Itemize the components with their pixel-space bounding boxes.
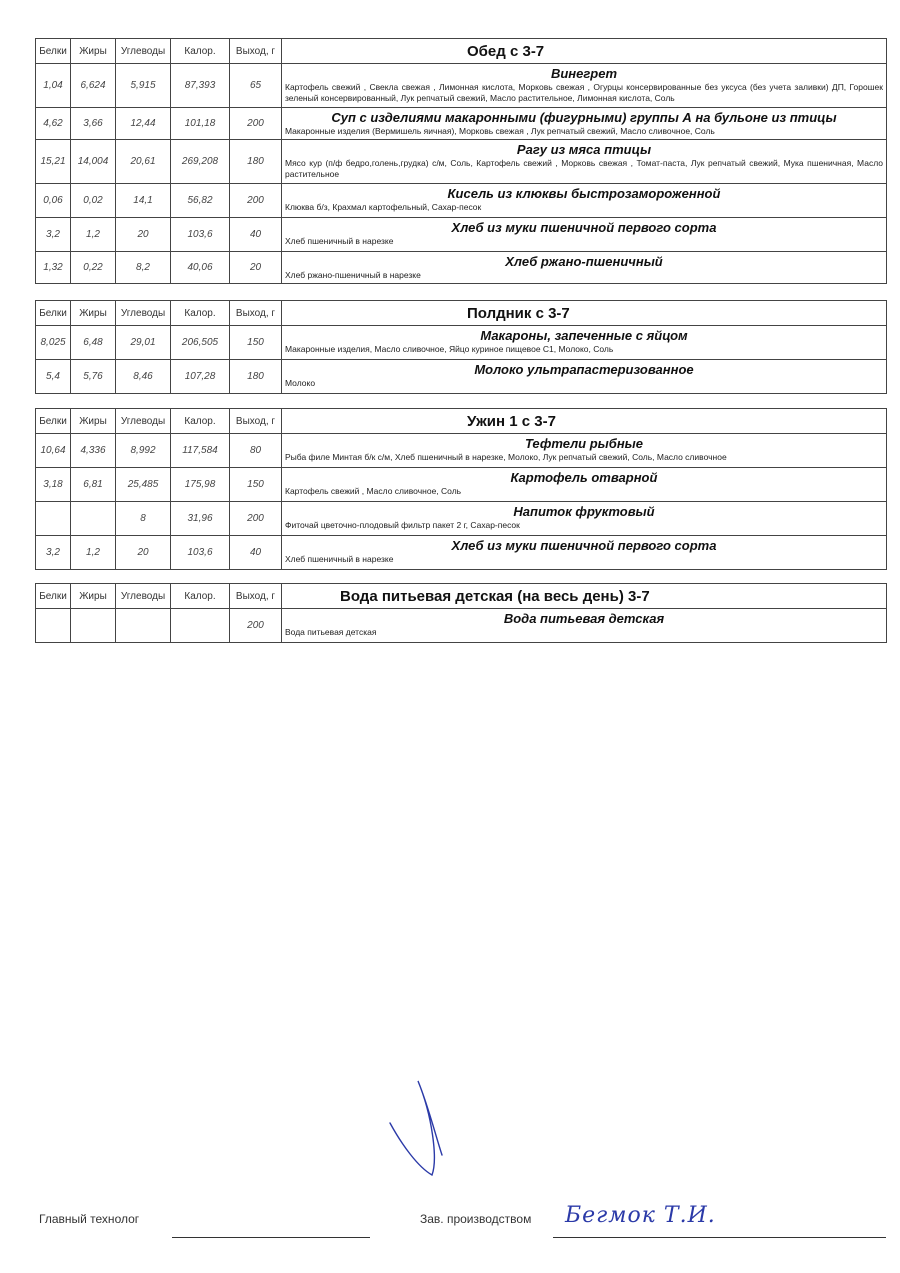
fat-value bbox=[71, 609, 116, 643]
fat-value: 6,624 bbox=[71, 64, 116, 108]
yield-value: 180 bbox=[230, 140, 282, 184]
table-row bbox=[36, 184, 887, 218]
dish-name: Хлеб из муки пшеничной первого сорта bbox=[451, 220, 717, 235]
dish-name: Картофель отварной bbox=[510, 470, 658, 485]
meal-title: Ужин 1 с 3-7 bbox=[282, 409, 887, 434]
calories-value: 40,06 bbox=[171, 252, 230, 284]
yield-value: 200 bbox=[230, 502, 282, 536]
calories-value: 87,393 bbox=[171, 64, 230, 108]
calories-value: 101,18 bbox=[171, 108, 230, 140]
meal-title: Обед с 3-7 bbox=[282, 39, 887, 64]
fat-value: 6,48 bbox=[71, 326, 116, 360]
yield-value: 65 bbox=[230, 64, 282, 108]
col-carbs: Углеводы bbox=[116, 584, 171, 609]
dish-name: Хлеб ржано-пшеничный bbox=[505, 254, 663, 269]
col-carbs: Углеводы bbox=[116, 301, 171, 326]
fat-value: 3,66 bbox=[71, 108, 116, 140]
col-protein: Белки bbox=[36, 409, 71, 434]
protein-value: 4,62 bbox=[36, 108, 71, 140]
carbs-value: 14,1 bbox=[116, 184, 171, 218]
protein-value: 3,2 bbox=[36, 218, 71, 252]
table-row bbox=[36, 360, 887, 394]
col-calories: Калор. bbox=[171, 301, 230, 326]
fat-value: 14,004 bbox=[71, 140, 116, 184]
carbs-value: 8,2 bbox=[116, 252, 171, 284]
table-row bbox=[36, 64, 887, 108]
col-fat: Жиры bbox=[71, 301, 116, 326]
dish-ingredients: Фиточай цветочно-плодовый фильтр пакет 2 г, Сахар-песок bbox=[285, 520, 520, 530]
col-yield: Выход, г bbox=[230, 39, 282, 64]
dish-cell bbox=[282, 108, 887, 140]
yield-value: 200 bbox=[230, 108, 282, 140]
dish-cell bbox=[282, 184, 887, 218]
dish-ingredients: Хлеб пшеничный в нарезке bbox=[285, 554, 394, 564]
col-protein: Белки bbox=[36, 39, 71, 64]
table-header bbox=[36, 409, 887, 434]
calories-value: 269,208 bbox=[171, 140, 230, 184]
fat-value bbox=[71, 502, 116, 536]
yield-value: 80 bbox=[230, 434, 282, 468]
fat-value: 0,02 bbox=[71, 184, 116, 218]
protein-value bbox=[36, 502, 71, 536]
dish-ingredients: Вода питьевая детская bbox=[285, 627, 377, 637]
table-header bbox=[36, 39, 887, 64]
table-row bbox=[36, 536, 887, 570]
table-row bbox=[36, 140, 887, 184]
dish-cell bbox=[282, 326, 887, 360]
dish-name: Вода питьевая детская bbox=[503, 611, 665, 626]
dish-name: Рагу из мяса птицы bbox=[516, 142, 652, 157]
col-calories: Калор. bbox=[171, 409, 230, 434]
table-row bbox=[36, 252, 887, 284]
protein-value: 1,04 bbox=[36, 64, 71, 108]
dish-ingredients: Молоко bbox=[285, 378, 316, 388]
dish-ingredients: Картофель свежий , Масло сливочное, Соль bbox=[285, 486, 462, 496]
protein-value: 10,64 bbox=[36, 434, 71, 468]
col-carbs: Углеводы bbox=[116, 409, 171, 434]
dish-name: Винегрет bbox=[550, 66, 618, 81]
calories-value: 56,82 bbox=[171, 184, 230, 218]
protein-value: 1,32 bbox=[36, 252, 71, 284]
calories-value: 103,6 bbox=[171, 536, 230, 570]
dish-name: Кисель из клюквы быстрозамороженной bbox=[447, 186, 721, 201]
dish-name: Напиток фруктовый bbox=[513, 504, 655, 519]
carbs-value: 12,44 bbox=[116, 108, 171, 140]
meal-title: Полдник с 3-7 bbox=[282, 301, 887, 326]
carbs-value: 8 bbox=[116, 502, 171, 536]
dish-cell bbox=[282, 434, 887, 468]
dish-name: Макароны, запеченные с яйцом bbox=[480, 328, 688, 343]
col-carbs: Углеводы bbox=[116, 39, 171, 64]
dish-cell bbox=[282, 252, 887, 284]
protein-value: 3,18 bbox=[36, 468, 71, 502]
table-header bbox=[36, 301, 887, 326]
fat-value: 0,22 bbox=[71, 252, 116, 284]
col-yield: Выход, г bbox=[230, 301, 282, 326]
calories-value: 107,28 bbox=[171, 360, 230, 394]
carbs-value: 20,61 bbox=[116, 140, 171, 184]
calories-value: 103,6 bbox=[171, 218, 230, 252]
table-row bbox=[36, 502, 887, 536]
dish-ingredients: Хлеб ржано-пшеничный в нарезке bbox=[285, 270, 421, 280]
dish-cell bbox=[282, 468, 887, 502]
carbs-value: 5,915 bbox=[116, 64, 171, 108]
dish-cell bbox=[282, 140, 887, 184]
dish-cell bbox=[282, 536, 887, 570]
carbs-value bbox=[116, 609, 171, 643]
yield-value: 40 bbox=[230, 536, 282, 570]
fat-value: 1,2 bbox=[71, 218, 116, 252]
production-head-label: Зав. производством bbox=[420, 1212, 532, 1226]
protein-value: 15,21 bbox=[36, 140, 71, 184]
approval-mark bbox=[380, 1075, 470, 1185]
chief-signature-line bbox=[172, 1237, 370, 1238]
dish-cell bbox=[282, 360, 887, 394]
dish-cell bbox=[282, 609, 887, 643]
protein-value: 8,025 bbox=[36, 326, 71, 360]
dish-name: Тефтели рыбные bbox=[524, 436, 644, 451]
col-protein: Белки bbox=[36, 584, 71, 609]
col-calories: Калор. bbox=[171, 584, 230, 609]
meal-block-lunch bbox=[35, 38, 887, 284]
carbs-value: 8,992 bbox=[116, 434, 171, 468]
carbs-value: 8,46 bbox=[116, 360, 171, 394]
col-calories: Калор. bbox=[171, 39, 230, 64]
table-row bbox=[36, 468, 887, 502]
col-fat: Жиры bbox=[71, 409, 116, 434]
calories-value: 117,584 bbox=[171, 434, 230, 468]
dish-cell bbox=[282, 218, 887, 252]
yield-value: 20 bbox=[230, 252, 282, 284]
col-yield: Выход, г bbox=[230, 409, 282, 434]
dish-name: Молоко ультрапастеризованное bbox=[474, 362, 694, 377]
dish-ingredients: Хлеб пшеничный в нарезке bbox=[285, 236, 394, 246]
calories-value: 206,505 bbox=[171, 326, 230, 360]
dish-ingredients: Клюква б/з, Крахмал картофельный, Сахар-песок bbox=[285, 202, 482, 212]
yield-value: 180 bbox=[230, 360, 282, 394]
dish-ingredients: Рыба филе Минтая б/к с/м, Хлеб пшеничный в нарезке, Молоко, Лук репчатый свежий, Соль, Масло сливочное bbox=[285, 452, 727, 462]
col-yield: Выход, г bbox=[230, 584, 282, 609]
protein-value: 3,2 bbox=[36, 536, 71, 570]
yield-value: 40 bbox=[230, 218, 282, 252]
dish-ingredients: Макаронные изделия (Вермишель яичная), Морковь свежая , Лук репчатый свежий, Масло сливочное, Соль bbox=[285, 126, 715, 136]
meal-block-water bbox=[35, 583, 887, 643]
protein-value bbox=[36, 609, 71, 643]
carbs-value: 25,485 bbox=[116, 468, 171, 502]
chief-technologist-label: Главный технолог bbox=[39, 1212, 140, 1226]
dish-ingredients: Макаронные изделия, Масло сливочное, Яйцо куриное пищевое С1, Молоко, Соль bbox=[285, 344, 614, 354]
table-row bbox=[36, 609, 887, 643]
carbs-value: 20 bbox=[116, 218, 171, 252]
dish-cell bbox=[282, 64, 887, 108]
table-row bbox=[36, 326, 887, 360]
yield-value: 150 bbox=[230, 468, 282, 502]
dish-ingredients: Мясо кур (п/ф бедро,голень,грудка) с/м, Соль, Картофель свежий , Морковь свежая , Томат-паста, Лук репчатый свежий, Мука пшеничная, Масло растительное bbox=[285, 158, 883, 179]
handwritten-signature: Бегмок Т.И. bbox=[565, 1203, 716, 1228]
dish-cell bbox=[282, 502, 887, 536]
calories-value bbox=[171, 609, 230, 643]
table-row bbox=[36, 434, 887, 468]
col-fat: Жиры bbox=[71, 584, 116, 609]
col-fat: Жиры bbox=[71, 39, 116, 64]
fat-value: 1,2 bbox=[71, 536, 116, 570]
yield-value: 200 bbox=[230, 184, 282, 218]
yield-value: 200 bbox=[230, 609, 282, 643]
dish-name: Хлеб из муки пшеничной первого сорта bbox=[451, 538, 717, 553]
fat-value: 5,76 bbox=[71, 360, 116, 394]
meal-block-snack bbox=[35, 300, 887, 394]
fat-value: 4,336 bbox=[71, 434, 116, 468]
carbs-value: 29,01 bbox=[116, 326, 171, 360]
protein-value: 0,06 bbox=[36, 184, 71, 218]
meal-title: Вода питьевая детская (на весь день) 3-7 bbox=[282, 584, 887, 609]
dish-ingredients: Картофель свежий , Свекла свежая , Лимонная кислота, Морковь свежая , Огурцы консервированные без уксуса (без учета заливки) ДП, Горошек зеленый консервированный, Лук репчатый свежий, Масло растительное, Лимонная кислота, Соль bbox=[285, 82, 883, 103]
table-row bbox=[36, 108, 887, 140]
meal-block-dinner bbox=[35, 408, 887, 570]
table-row bbox=[36, 218, 887, 252]
yield-value: 150 bbox=[230, 326, 282, 360]
carbs-value: 20 bbox=[116, 536, 171, 570]
protein-value: 5,4 bbox=[36, 360, 71, 394]
production-signature-line bbox=[553, 1237, 886, 1238]
calories-value: 175,98 bbox=[171, 468, 230, 502]
calories-value: 31,96 bbox=[171, 502, 230, 536]
col-protein: Белки bbox=[36, 301, 71, 326]
fat-value: 6,81 bbox=[71, 468, 116, 502]
table-header bbox=[36, 584, 887, 609]
dish-name: Суп с изделиями макаронными (фигурными) группы А на бульоне из птицы bbox=[331, 110, 837, 125]
